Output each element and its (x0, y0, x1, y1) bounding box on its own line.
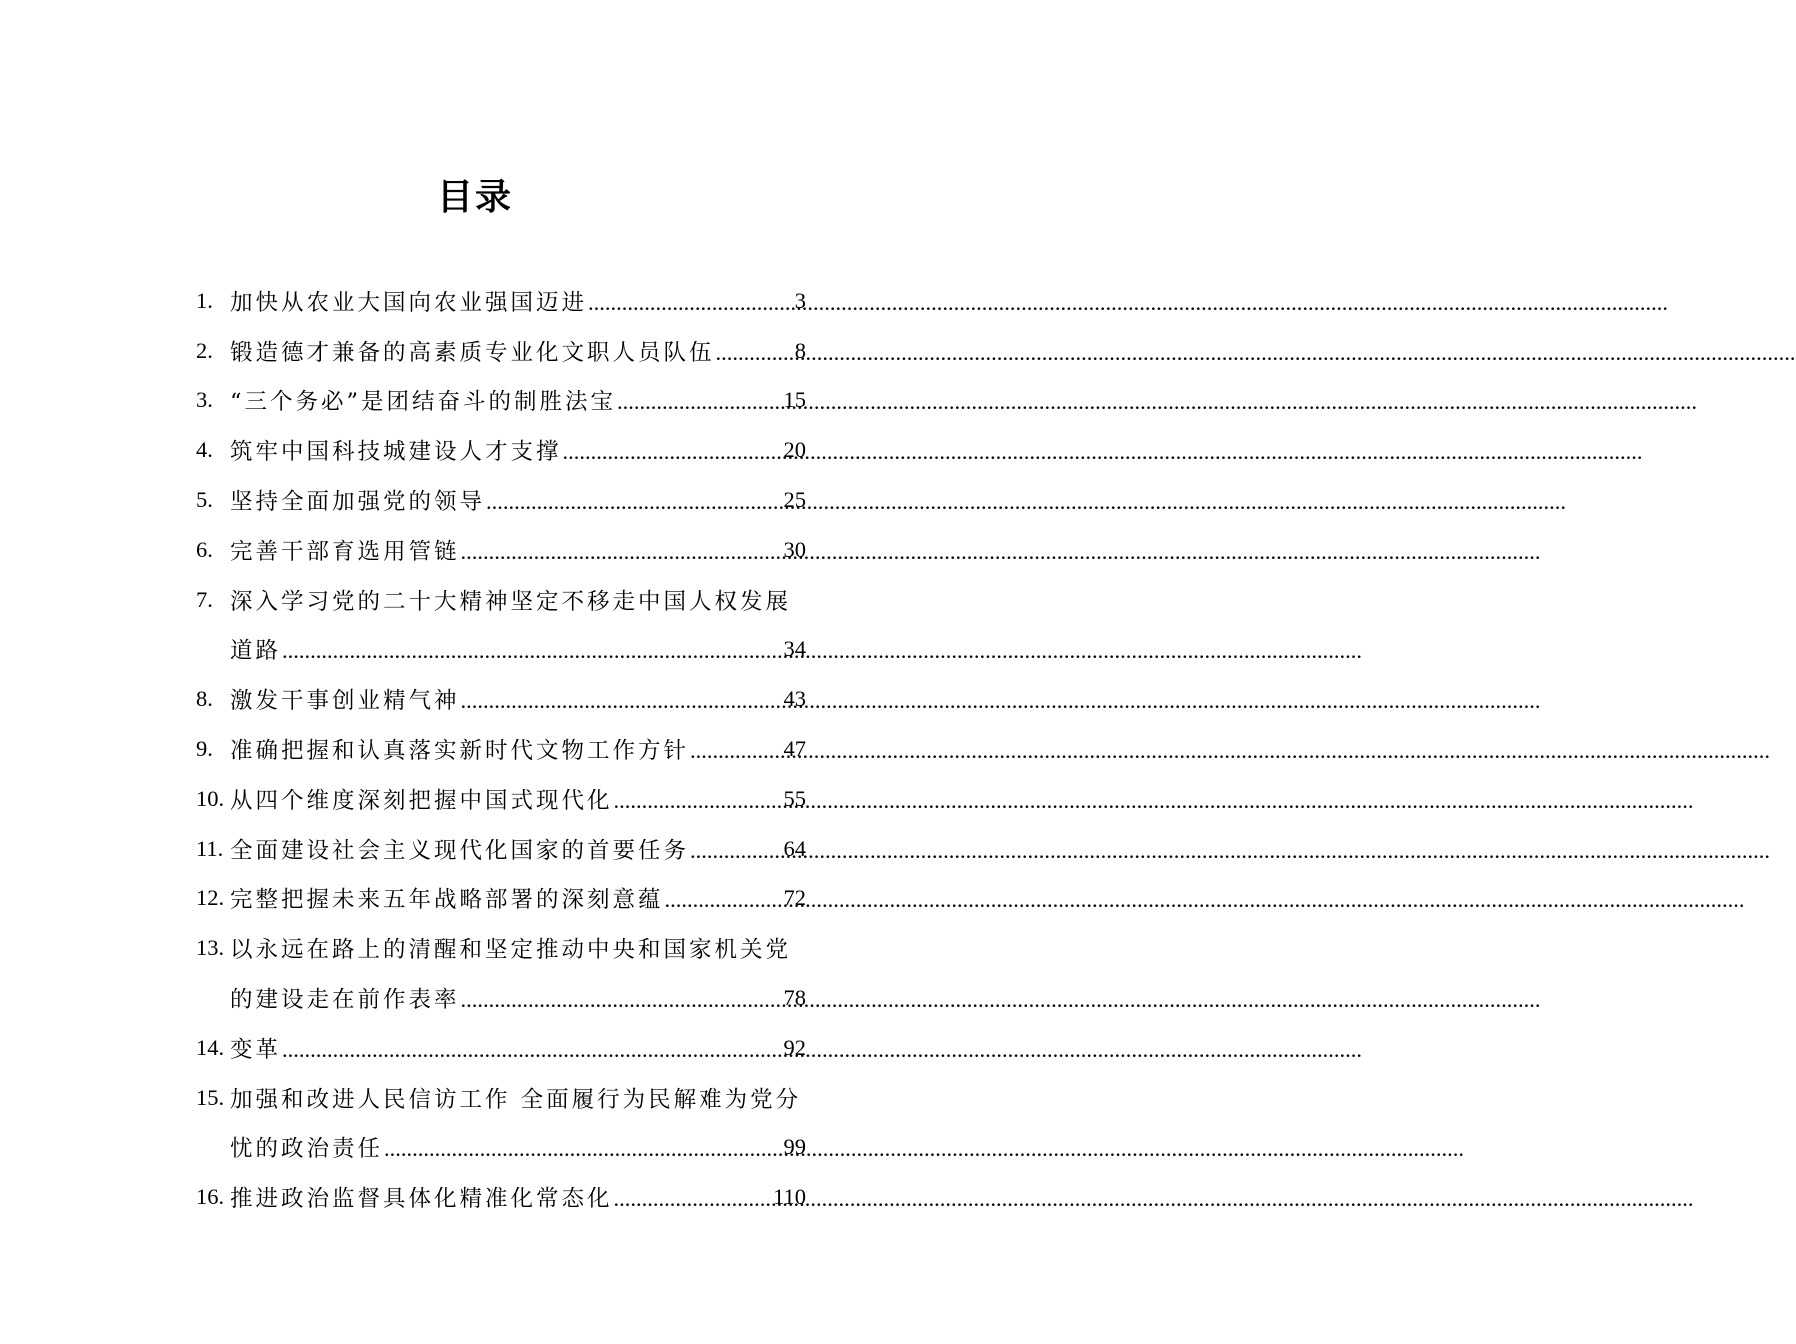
toc-dot-leader (282, 1037, 782, 1063)
toc-entry-title: 全面建设社会主义现代化国家的首要任务 (230, 837, 690, 864)
page-title: 目录 (436, 176, 513, 218)
toc-page-number: 47 (783, 736, 806, 762)
toc-dot-leader (716, 340, 794, 366)
toc-entry-title: 变革 (230, 1036, 282, 1063)
toc-entry[interactable] (196, 874, 806, 924)
toc-entry-title: 坚持全面加强党的领导 (230, 489, 486, 516)
toc-entry-continuation[interactable] (196, 1123, 806, 1173)
toc-entry[interactable] (196, 923, 806, 973)
toc-page-number: 30 (783, 536, 806, 562)
toc-entry-number: 8. (196, 686, 213, 712)
toc-entry-number: 4. (196, 437, 213, 463)
toc-entry-title: 准确把握和认真落实新时代文物工作方针 (230, 738, 690, 765)
toc-dot-leader (461, 688, 783, 714)
toc-entry[interactable] (196, 326, 806, 376)
toc-entry-title: “三个务必”是团结奋斗的制胜法宝 (230, 389, 617, 416)
toc-entry-number: 15. (196, 1084, 225, 1110)
toc-entry-title: 锻造德才兼备的高素质专业化文职人员队伍 (230, 339, 715, 366)
toc-entry[interactable] (196, 276, 806, 326)
toc-entry-number: 1. (196, 287, 213, 313)
toc-entry[interactable] (196, 1172, 806, 1222)
toc-entry-title: 的建设走在前作表率 (230, 987, 460, 1014)
toc-entry-title: 道路 (230, 638, 282, 665)
toc-dot-leader (486, 489, 782, 515)
toc-entry-number: 2. (196, 337, 213, 363)
toc-page-number: 15 (783, 387, 806, 413)
toc-entry-title: 完善干部育选用管链 (230, 538, 460, 565)
toc-entry[interactable] (196, 525, 806, 575)
toc-entry[interactable] (196, 376, 806, 426)
toc-page-number: 99 (783, 1134, 806, 1160)
toc-entry-continuation[interactable] (196, 625, 806, 675)
toc-page-number: 8 (794, 337, 806, 363)
toc-page-number: 34 (783, 636, 806, 662)
toc-entry-title: 激发干事创业精气神 (230, 688, 460, 715)
toc-entry-title: 从四个维度深刻把握中国式现代化 (230, 787, 613, 814)
toc-entry-number: 12. (196, 885, 225, 911)
toc-entry-number: 5. (196, 487, 213, 513)
toc-entry-number: 13. (196, 935, 225, 961)
toc-entry-title: 推进政治监督具体化精准化常态化 (230, 1186, 613, 1213)
toc-dot-leader (614, 788, 783, 814)
toc-page-number: 78 (783, 985, 806, 1011)
toc-dot-leader (665, 887, 783, 913)
toc-entry-number: 3. (196, 387, 213, 413)
toc-entry[interactable] (196, 824, 806, 874)
toc-dot-leader (563, 439, 783, 465)
toc-page-number: 25 (783, 487, 806, 513)
toc-dot-leader (614, 1186, 773, 1212)
toc-entry-title: 忧的政治责任 (230, 1136, 384, 1163)
toc-dot-leader (690, 838, 782, 864)
toc-entry[interactable] (196, 774, 806, 824)
toc-entry-title: 筑牢中国科技城建设人才支撑 (230, 439, 562, 466)
toc-entry-number: 16. (196, 1184, 225, 1210)
toc-page-number: 20 (783, 437, 806, 463)
toc-dot-leader (461, 539, 783, 565)
toc-page-number: 72 (783, 885, 806, 911)
toc-entry[interactable] (196, 475, 806, 525)
toc-entry-number: 7. (196, 586, 213, 612)
toc-dot-leader (617, 389, 782, 415)
toc-dot-leader (282, 638, 782, 664)
toc-entry-number: 14. (196, 1034, 225, 1060)
toc-entry-title: 完整把握未来五年战略部署的深刻意蕴 (230, 887, 664, 914)
toc-page-number: 55 (783, 785, 806, 811)
toc-dot-leader (461, 987, 783, 1013)
toc-entry-continuation[interactable] (196, 973, 806, 1023)
toc-entry[interactable] (196, 1023, 806, 1073)
toc-entry[interactable] (196, 674, 806, 724)
toc-page-number: 43 (783, 686, 806, 712)
toc-page-number: 3 (794, 287, 806, 313)
toc-entry-title: 加强和改进人民信访工作 全面履行为民解难为党分 (230, 1086, 802, 1113)
toc-entry-title: 深入学习党的二十大精神坚定不移走中国人权发展 (230, 588, 792, 615)
table-of-contents (196, 276, 806, 1222)
toc-page-number: 64 (783, 835, 806, 861)
toc-page-number: 92 (783, 1034, 806, 1060)
toc-entry[interactable] (196, 1073, 806, 1123)
toc-entry-number: 9. (196, 736, 213, 762)
toc-entry-number: 11. (196, 835, 224, 861)
toc-entry[interactable] (196, 724, 806, 774)
toc-dot-leader (384, 1136, 782, 1162)
toc-entry-number: 6. (196, 536, 213, 562)
toc-entry-number: 10. (196, 785, 225, 811)
toc-entry[interactable] (196, 425, 806, 475)
toc-dot-leader (690, 738, 782, 764)
toc-entry[interactable] (196, 575, 806, 625)
toc-entry-title: 加快从农业大国向农业强国迈进 (230, 289, 588, 316)
toc-dot-leader (588, 290, 794, 316)
toc-page-number: 110 (773, 1184, 806, 1210)
toc-entry-title: 以永远在路上的清醒和坚定推动中央和国家机关党 (230, 937, 792, 964)
